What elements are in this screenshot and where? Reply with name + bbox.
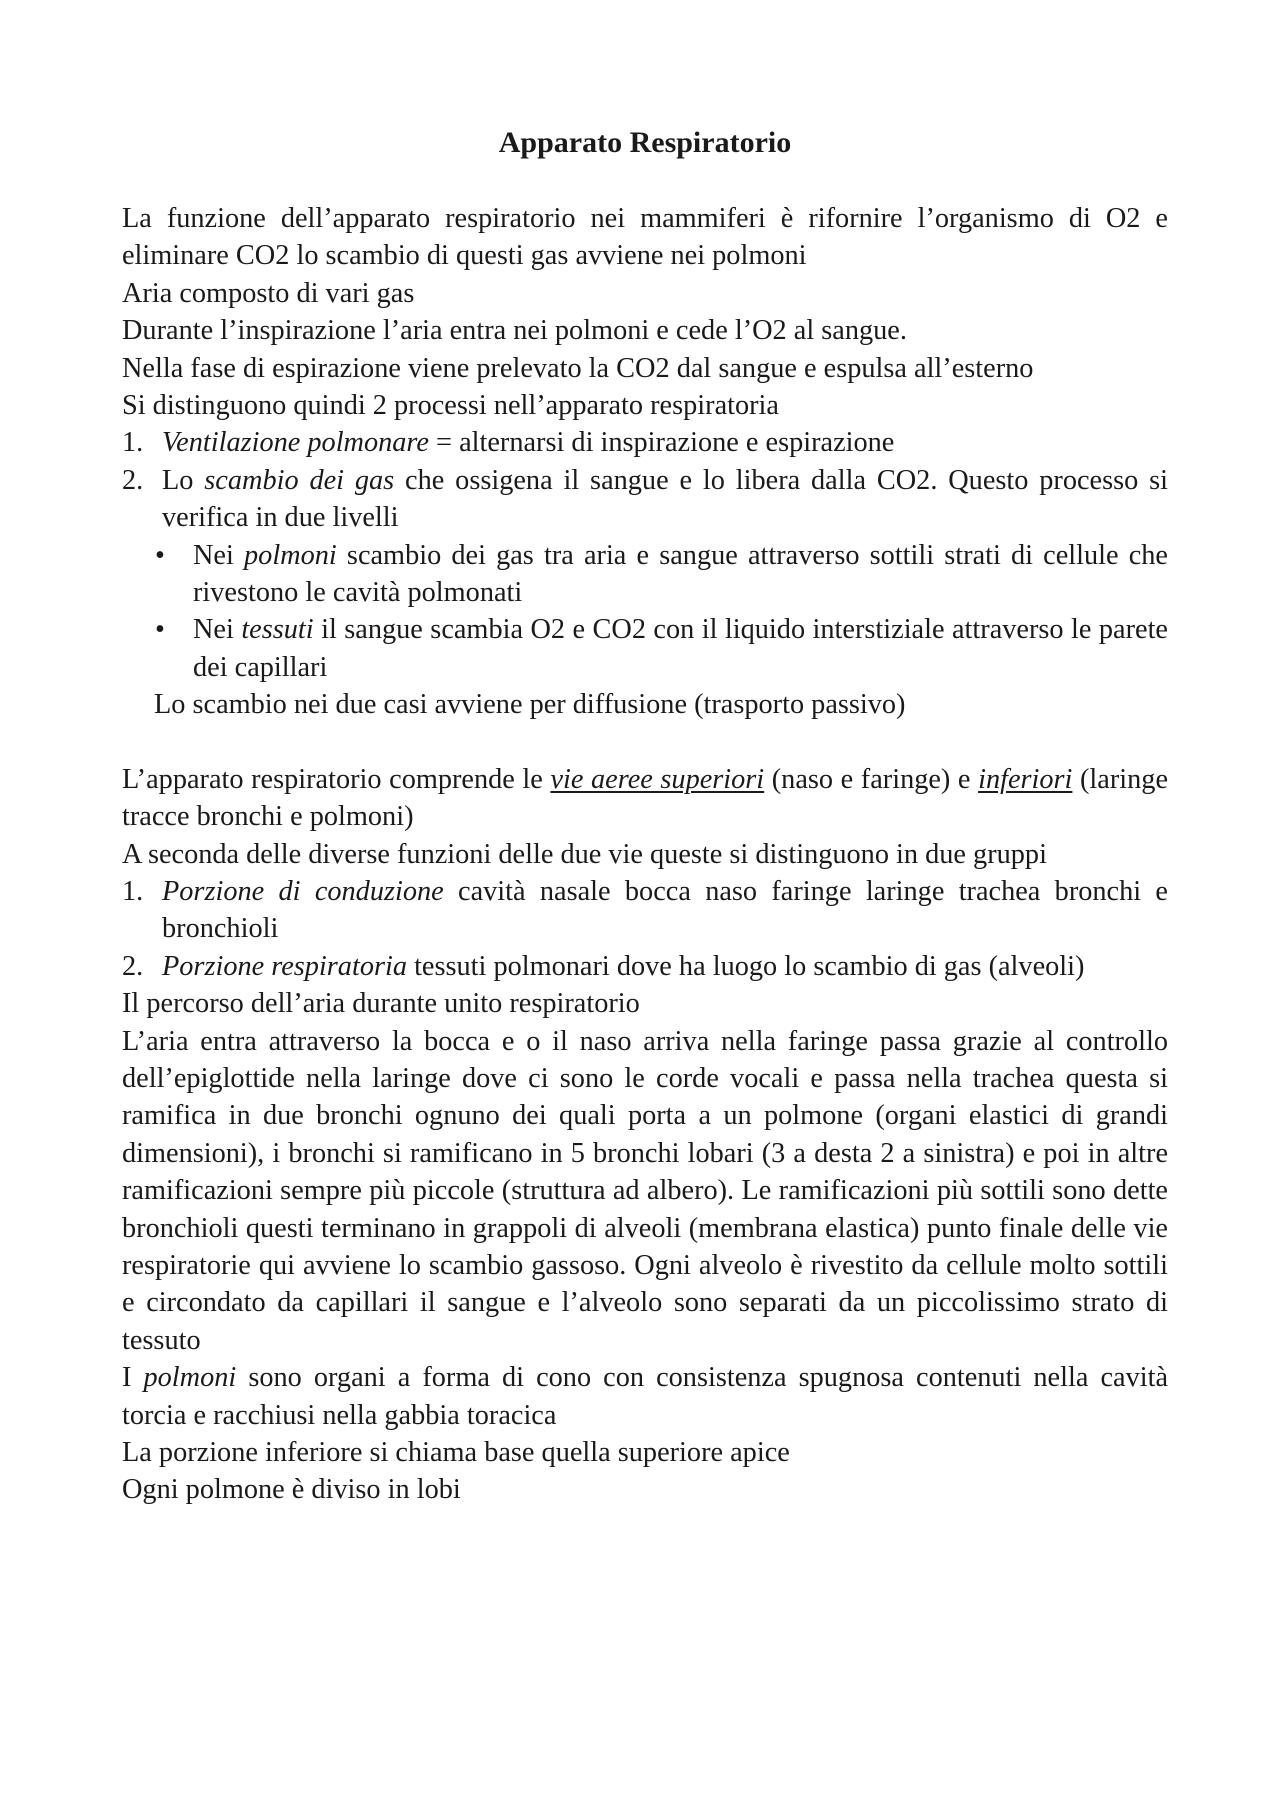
paragraph-text: sono organi a forma di cono con consistenza spugnosa contenuti nella cavità torcia e racchiusi nella gabbia toracica <box>122 1362 1168 1431</box>
paragraph-lobes: Ogni polmone è diviso in lobi <box>122 1474 461 1506</box>
bullet-text: il sangue scambia O2 e CO2 con il liquido interstiziale attraverso le parete dei capillari <box>193 614 1168 683</box>
paragraph-intro: La funzione dell’apparato respiratorio nei mammiferi è rifornire l’organismo di O2 e eliminare CO2 lo scambio di questi gas avviene nei polmoni <box>122 203 1168 272</box>
term-lungs-2: polmoni <box>143 1362 237 1394</box>
term-lungs: polmoni <box>244 539 337 571</box>
paragraph-diffusion: Lo scambio nei due casi avviene per diffusione (trasporto passivo) <box>154 689 906 721</box>
term-respiratory: Porzione respiratoria <box>162 950 407 982</box>
paragraph-text: (laringe tracce bronchi e polmoni) <box>122 763 1168 833</box>
list-text: Lo <box>162 464 205 496</box>
paragraph-air: Aria composto di vari gas <box>122 277 415 309</box>
paragraph-processes: Si distinguono quindi 2 processi nell’apparato respiratoria <box>122 390 779 422</box>
paragraph-groups: A seconda delle diverse funzioni delle due vie queste si distinguono in due gruppi <box>122 838 1047 870</box>
paragraph-text: L’apparato respiratorio comprende le <box>122 763 551 795</box>
blank-line <box>122 724 1168 761</box>
term-tissues: tessuti <box>241 614 314 646</box>
list-text: = alternarsi di inspirazione e espirazione <box>428 427 895 459</box>
paragraph-text: I <box>122 1362 144 1394</box>
term-upper-airways: vie aeree superiori <box>550 763 765 795</box>
bullet-icon: • <box>155 539 165 571</box>
list-text: tessuti polmonari dove ha luogo lo scambio di gas (alveoli) <box>407 950 1085 982</box>
list-item <box>122 948 1168 985</box>
list-item <box>122 424 1168 461</box>
term-conduction: Porzione di conduzione <box>162 875 444 907</box>
list-number: 1. <box>122 875 144 907</box>
page-title: Apparato Respiratorio <box>498 126 792 159</box>
list-item <box>122 873 1168 948</box>
bullet-item <box>122 537 1168 612</box>
paragraph-airways <box>122 761 1168 836</box>
term-lower-airways: inferiori <box>978 763 1073 795</box>
bullet-text: Nei <box>193 614 242 646</box>
paragraph-text: (naso e faringe) e <box>764 763 979 795</box>
paragraph-inspiration: Durante l’inspirazione l’aria entra nei polmoni e cede l’O2 al sangue. <box>122 315 907 347</box>
paragraph-air-path: L’aria entra attraverso la bocca e o il naso arriva nella faringe passa grazie al controllo dell’epiglottide nella laringe dove ci sono le corde vocali e passa nella trachea questa si ramifica in due bronchi ognuno dei quali porta a un polmone (organi elastici di grandi dimensioni), i bronchi si ramificano in 5 bronchi lobari (3 a desta 2 a sinistra) e poi in altre ramificazioni sempre più piccole (struttura ad albero). Le ramificazioni più sottili sono dette bronchioli questi terminano in grappoli di alveoli (membrana elastica) punto finale delle vie respiratorie qui avviene lo scambio gassoso. Ogni alveolo è rivestito da cellule molto sottili e circondato da capillari il sangue e l’alveolo sono separati da un piccolissimo strato di tessuto <box>122 1025 1168 1356</box>
bullet-text: Nei <box>193 539 245 571</box>
paragraph-air-path-heading: Il percorso dell’aria durante unito respiratorio <box>122 988 640 1020</box>
term-gas-exchange: scambio dei gas <box>204 464 395 496</box>
paragraph-lungs <box>122 1359 1168 1434</box>
bullet-text: scambio dei gas tra aria e sangue attraverso sottili strati di cellule che rivestono le cavità polmonati <box>193 539 1168 609</box>
document-page <box>122 118 1168 1509</box>
list-number: 2. <box>122 464 144 496</box>
paragraph-base-apex: La porzione inferiore si chiama base quella superiore apice <box>122 1437 790 1468</box>
term-ventilation: Ventilazione polmonare <box>162 427 429 459</box>
bullet-icon: • <box>155 614 165 646</box>
list-text: cavità nasale bocca naso faringe laringe trachea bronchi e bronchioli <box>162 875 1168 945</box>
bullet-item <box>122 611 1168 686</box>
list-number: 2. <box>122 950 144 982</box>
paragraph-expiration: Nella fase di espirazione viene prelevato la CO2 dal sangue e espulsa all’esterno <box>122 352 1034 384</box>
list-text: che ossigena il sangue e lo libera dalla CO2. Questo processo si verifica in due livelli <box>162 464 1169 534</box>
list-item <box>122 462 1168 537</box>
list-number: 1. <box>122 427 144 459</box>
